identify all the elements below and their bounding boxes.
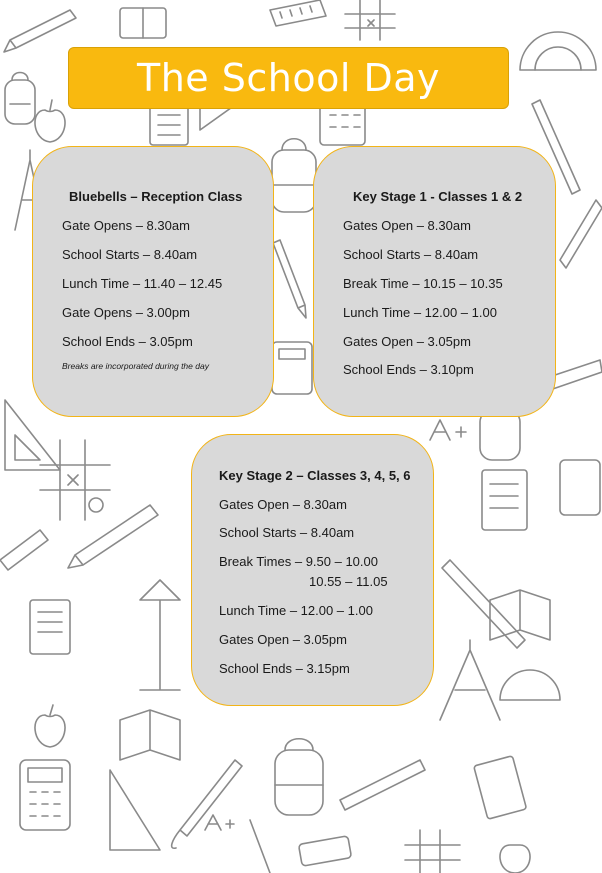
ks2-school-ends: School Ends – 3.15pm — [219, 661, 350, 676]
text-a-plus-icon — [430, 420, 466, 440]
tic-tac-toe-icon-3 — [405, 830, 460, 873]
ks2-gates-open-pm: Gates Open – 3.05pm — [219, 632, 347, 647]
calculator-icon-4 — [560, 460, 600, 515]
eraser-icon — [298, 836, 351, 866]
reception-card — [32, 146, 274, 417]
reception-breaks-note: Breaks are incorporated during the day — [62, 361, 209, 371]
pencil-icon-5 — [340, 760, 425, 810]
open-book-icon-2 — [120, 710, 180, 760]
book-icon — [120, 8, 166, 38]
ks1-school-starts: School Starts – 8.40am — [343, 247, 479, 262]
book-icon-2 — [30, 600, 70, 654]
ks1-gates-open-pm: Gates Open – 3.05pm — [343, 334, 471, 349]
apple-icon-2 — [35, 705, 65, 747]
pencil-icon-4 — [442, 560, 525, 648]
ks2-break-times: Break Times – 9.50 – 10.00 — [219, 554, 378, 569]
ks2-card — [191, 434, 434, 706]
tic-tac-toe-icon — [345, 0, 395, 40]
ks2-heading: Key Stage 2 – Classes 3, 4, 5, 6 — [219, 468, 411, 483]
tic-tac-toe-icon-2 — [40, 440, 110, 520]
backpack-icon-4 — [275, 739, 323, 815]
backpack-icon — [5, 73, 35, 125]
pencil-icon — [4, 10, 76, 52]
apple-icon-3 — [500, 845, 530, 873]
paintbrush-icon — [172, 760, 242, 848]
calculator-icon-2 — [320, 105, 365, 145]
reception-gate-opens: Gate Opens – 8.30am — [62, 218, 190, 233]
ks1-heading: Key Stage 1 - Classes 1 & 2 — [353, 189, 523, 204]
reception-school-ends: School Ends – 3.05pm — [62, 334, 193, 349]
ks1-break-time: Break Time – 10.15 – 10.35 — [343, 276, 503, 291]
open-book-icon — [490, 590, 550, 640]
apple-icon — [35, 100, 65, 142]
ruler-icon — [270, 0, 326, 26]
protractor-icon-2 — [500, 670, 560, 700]
reception-school-starts: School Starts – 8.40am — [62, 247, 198, 262]
book-icon-5 — [474, 756, 527, 819]
pen-icon — [273, 240, 306, 318]
protractor-icon — [520, 32, 596, 70]
ks2-lunch-time: Lunch Time – 12.00 – 1.00 — [219, 603, 373, 618]
ks1-school-ends: School Ends – 3.10pm — [343, 362, 474, 377]
pencil-icon-3 — [560, 200, 602, 268]
book-icon-4 — [482, 470, 527, 530]
ks1-gates-open: Gates Open – 8.30am — [343, 218, 471, 233]
lamp-icon — [140, 580, 180, 690]
calculator-icon — [20, 760, 70, 830]
reception-gate-opens-pm: Gate Opens – 3.00pm — [62, 305, 190, 320]
book-icon-3 — [150, 105, 188, 145]
pencil-icon-2 — [68, 505, 158, 568]
calculator-icon-3 — [272, 342, 312, 394]
ks1-lunch-time: Lunch Time – 12.00 – 1.00 — [343, 305, 497, 320]
text-a-plus-icon-2 — [205, 815, 234, 830]
triangle-ruler-icon-3 — [110, 770, 160, 850]
reception-lunch-time: Lunch Time – 11.40 – 12.45 — [62, 276, 223, 291]
page-title: The School Day — [136, 56, 441, 100]
compass-icon-2 — [440, 640, 500, 720]
pen-icon-2 — [250, 820, 270, 873]
ks2-break-times-second: 10.55 – 11.05 — [309, 574, 388, 589]
reception-heading: Bluebells – Reception Class — [69, 189, 243, 204]
ks2-gates-open: Gates Open – 8.30am — [219, 497, 347, 512]
ks2-school-starts: School Starts – 8.40am — [219, 525, 355, 540]
ks1-card — [313, 146, 556, 417]
ruler-icon-2 — [0, 530, 48, 570]
title-banner — [68, 47, 509, 109]
backpack-icon-2 — [272, 139, 316, 212]
